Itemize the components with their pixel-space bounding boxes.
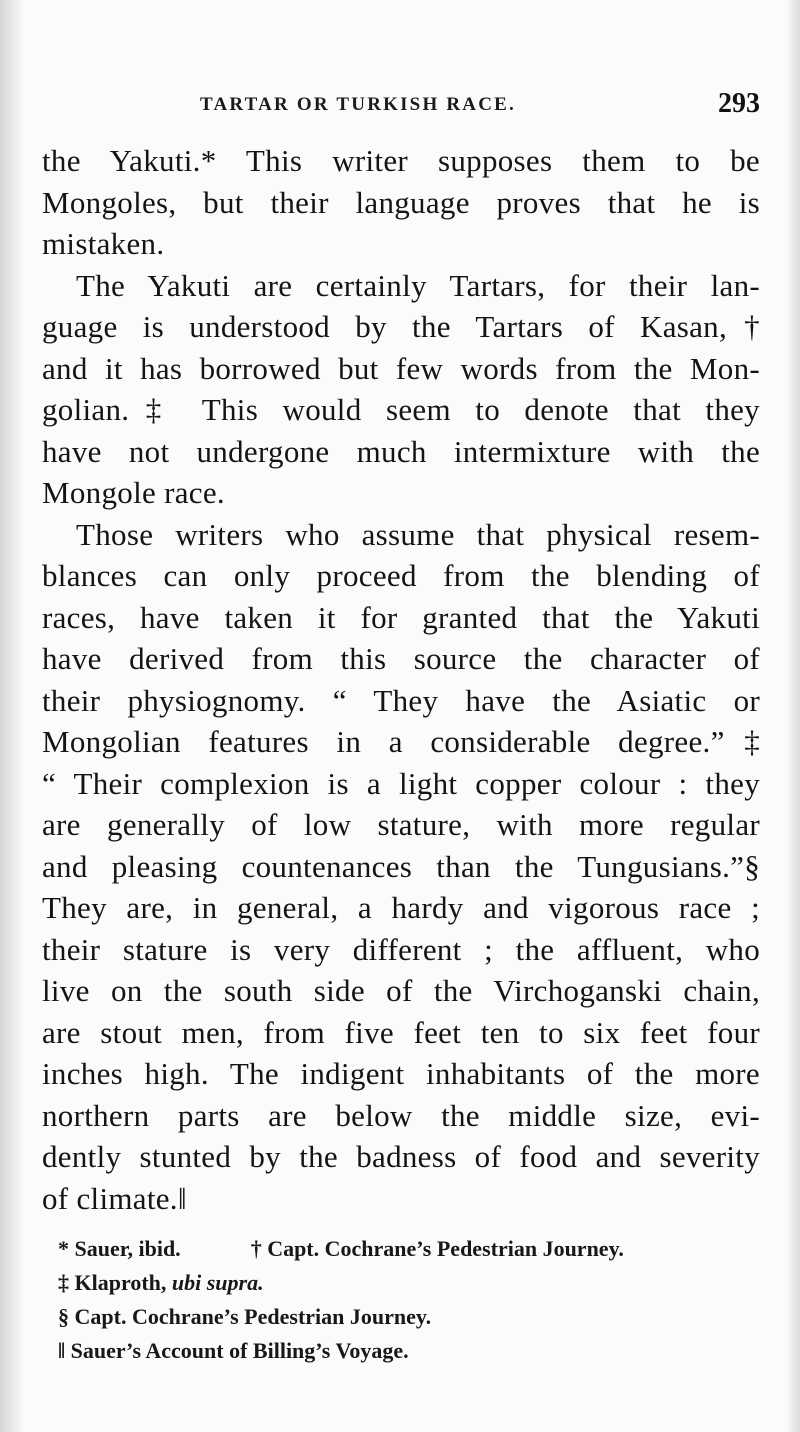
text-line: are stout men, from five feet ten to six feet four bbox=[42, 1014, 760, 1050]
footnote-cochrane: † Capt. Cochrane’s Pedestrian Journey. bbox=[250, 1236, 624, 1261]
paragraph-start-line: Those writers who assume that physical resem- bbox=[76, 516, 760, 552]
footnote-line bbox=[58, 1300, 758, 1334]
running-title: TARTAR OR TURKISH RACE. bbox=[200, 94, 516, 115]
text-line: are generally of low stature, with more regular bbox=[42, 807, 760, 842]
text-line: “ Their complexion is a light copper colour : they bbox=[42, 765, 760, 801]
page-number: 293 bbox=[718, 88, 760, 119]
footnote-cochrane-2: § Capt. Cochrane’s Pedestrian Journey. bbox=[58, 1304, 432, 1329]
footnote-line bbox=[58, 1266, 758, 1300]
text-line: and pleasing countenances than the Tungusians.”§ bbox=[42, 848, 760, 884]
text-line: races, have taken it for granted that the Yakuti bbox=[42, 599, 760, 635]
footnote-klaproth-italic: ubi supra. bbox=[171, 1270, 264, 1295]
page-edge-shadow bbox=[786, 0, 800, 1432]
text-line: blances can only proceed from the blending of bbox=[42, 558, 760, 593]
paragraph-start-line: The Yakuti are certainly Tartars, for their lan- bbox=[76, 267, 760, 303]
text-line: have not undergone much intermixture with the bbox=[42, 433, 760, 469]
text-line: the Yakuti.* This writer supposes them to be bbox=[42, 143, 760, 178]
text-line: Mongole race. bbox=[42, 475, 225, 510]
page-header bbox=[200, 88, 760, 128]
text-line: their physiognomy. “ They have the Asiatic or bbox=[42, 682, 760, 718]
text-line: mistaken. bbox=[42, 226, 165, 261]
text-line: Mongoles, but their language proves that he is bbox=[42, 184, 760, 220]
text-line: guage is understood by the Tartars of Kasan,† bbox=[42, 309, 760, 344]
text-line: golian.‡ This would seem to denote that they bbox=[42, 392, 760, 427]
footnotes bbox=[58, 1232, 758, 1368]
text-line: Mongolian features in a considerable degree.”‡ bbox=[42, 724, 760, 759]
text-line: live on the south side of the Virchoganski chain, bbox=[42, 973, 760, 1008]
text-line: dently stunted by the badness of food and severity bbox=[42, 1139, 760, 1174]
page-gutter-shadow bbox=[0, 0, 22, 1432]
footnote-line bbox=[58, 1232, 758, 1266]
body-text bbox=[42, 140, 760, 1216]
text-line: and it has borrowed but few words from the Mon- bbox=[42, 350, 760, 386]
footnote-billings: ‖ Sauer’s Account of Billing’s Voyage. bbox=[58, 1338, 409, 1363]
text-line: northern parts are below the middle size, evi- bbox=[42, 1097, 760, 1133]
text-line: of climate.‖ bbox=[42, 1180, 187, 1216]
footnote-klaproth: ‡ Klaproth, bbox=[58, 1270, 172, 1295]
text-line: their stature is very different ; the affluent, who bbox=[42, 931, 760, 967]
text-line: They are, in general, a hardy and vigorous race ; bbox=[42, 890, 760, 925]
text-line: have derived from this source the character of bbox=[42, 641, 760, 676]
footnote-line bbox=[58, 1334, 758, 1368]
text-line: inches high. The indigent inhabitants of the more bbox=[42, 1056, 760, 1091]
footnote-sauer: * Sauer, ibid. bbox=[58, 1236, 181, 1261]
